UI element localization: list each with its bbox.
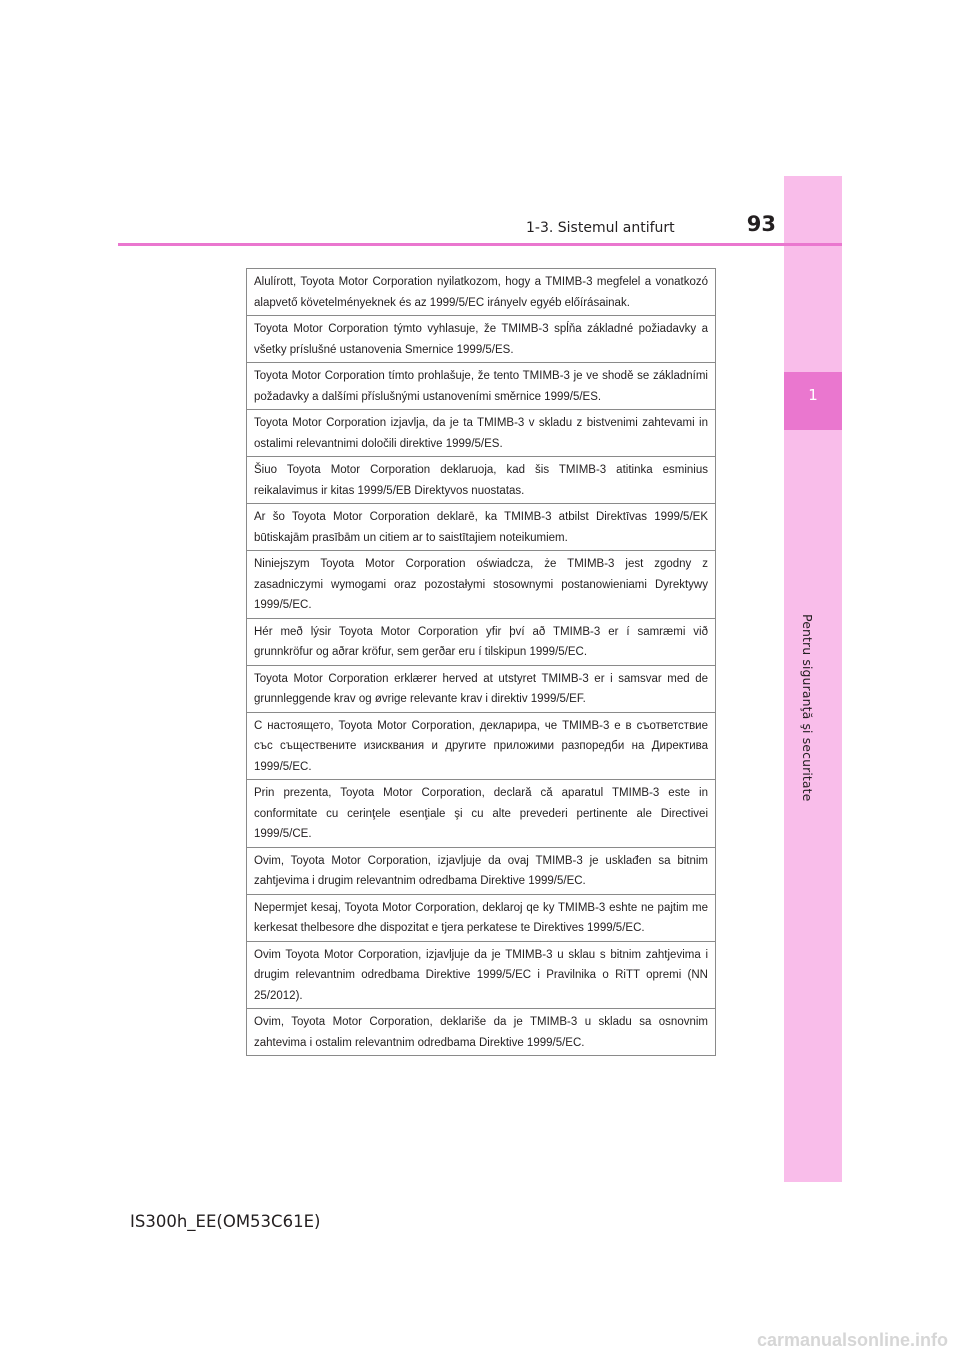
declaration-latvian: Ar šo Toyota Motor Corporation deklarē, ka TMIMB-3 atbilst Direktīvas 1999/5/EK būtiskajām prasībām un citiem ar to saistītajiem noteikumiem.	[247, 504, 715, 551]
declaration-hungarian: Alulírott, Toyota Motor Corporation nyilatkozom, hogy a TMIMB-3 megfelel a vonatkozó alapvető követelményeknek és az 1999/5/EC irányelv egyéb előírásainak.	[247, 269, 715, 316]
declaration-czech: Toyota Motor Corporation tímto prohlašuje, že tento TMIMB-3 je ve shodě se základními požadavky a dalšími příslušnými ustanoveními směrnice 1999/5/ES.	[247, 363, 715, 410]
chapter-title: Pentru siguranţă şi securitate	[800, 614, 815, 802]
declaration-albanian: Nepermjet kesaj, Toyota Motor Corporation, deklaroj qe ky TMIMB-3 eshte ne pajtim me kerkesat thelbesore dhe dispozitat e tjera perkatese te Direktives 1999/5/EC.	[247, 895, 715, 942]
declarations-table	[246, 268, 716, 1056]
declaration-montenegrin: Ovim, Toyota Motor Corporation, deklariše da je TMIMB-3 u skladu sa osnovnim zahtevima i ostalim relevantnim odredbama Direktive 1999/5/EC.	[254, 1016, 708, 1049]
declaration-slovenian: Toyota Motor Corporation izjavlja, da je ta TMIMB-3 v skladu z bistvenimi zahtevami in ostalimi relevantnimi določili direktive 1999/5/ES.	[247, 410, 715, 457]
page-number: 93	[746, 212, 776, 236]
declaration-bosnian: Ovim, Toyota Motor Corporation, izjavljuje da ovaj TMIMB-3 je usklađen sa bitnim zahtjevima i drugim relevantnim odredbama Direktive 1999/5/EC.	[247, 848, 715, 895]
declaration-polish: Niniejszym Toyota Motor Corporation oświadcza, że TMIMB-3 jest zgodny z zasadniczymi wymogami oraz pozostałymi stosownymi postanowieniami Dyrektywy 1999/5/EC.	[247, 551, 715, 619]
declaration-norwegian: Toyota Motor Corporation erklærer herved at utstyret TMIMB-3 er i samsvar med de grunnleggende krav og øvrige relevante krav i direktiv 1999/5/EF.	[247, 666, 715, 713]
declaration-icelandic: Hér með lýsir Toyota Motor Corporation yfir því að TMIMB-3 er í samræmi við grunnkröfur og aðrar kröfur, sem gerðar eru í tilskipun 1999/5/EC.	[247, 619, 715, 666]
declaration-romanian: Prin prezenta, Toyota Motor Corporation, declară că aparatul TMIMB-3 este in conformitate cu cerinţele esenţiale şi cu alte prevederi pertinente ale Directivei 1999/5/CE.	[247, 780, 715, 848]
declaration-lithuanian: Šiuo Toyota Motor Corporation deklaruoja, kad šis TMIMB-3 atitinka esminius reikalavimus ir kitas 1999/5/EB Direktyvos nuostatas.	[247, 457, 715, 504]
header-divider	[118, 243, 842, 246]
declaration-bulgarian: С настоящето, Toyota Motor Corporation, декларира, че TMIMB-3 е в съответствие със съществените изисквания и другите приложими разпоредби на Директива 1999/5/ЕС.	[247, 713, 715, 781]
declaration-croatian: Ovim Toyota Motor Corporation, izjavljuje da je TMIMB-3 u sklau s bitnim zahtjevima i drugim relevantnim odredbama Direktive 1999/5/EC i Pravilnika o RiTT opremi (NN 25/2012).	[247, 942, 715, 1010]
declaration-slovak: Toyota Motor Corporation týmto vyhlasuje, že TMIMB-3 spĺňa základné požiadavky a všetky príslušné ustanovenia Smernice 1999/5/ES.	[247, 316, 715, 363]
chapter-number: 1	[808, 386, 818, 404]
watermark: carmanualsonline.info	[756, 1330, 948, 1350]
model-code: IS300h_EE(OM53C61E)	[130, 1212, 321, 1231]
chapter-sidebar-tab	[784, 176, 842, 1182]
section-title: 1-3. Sistemul antifurt	[526, 220, 675, 236]
